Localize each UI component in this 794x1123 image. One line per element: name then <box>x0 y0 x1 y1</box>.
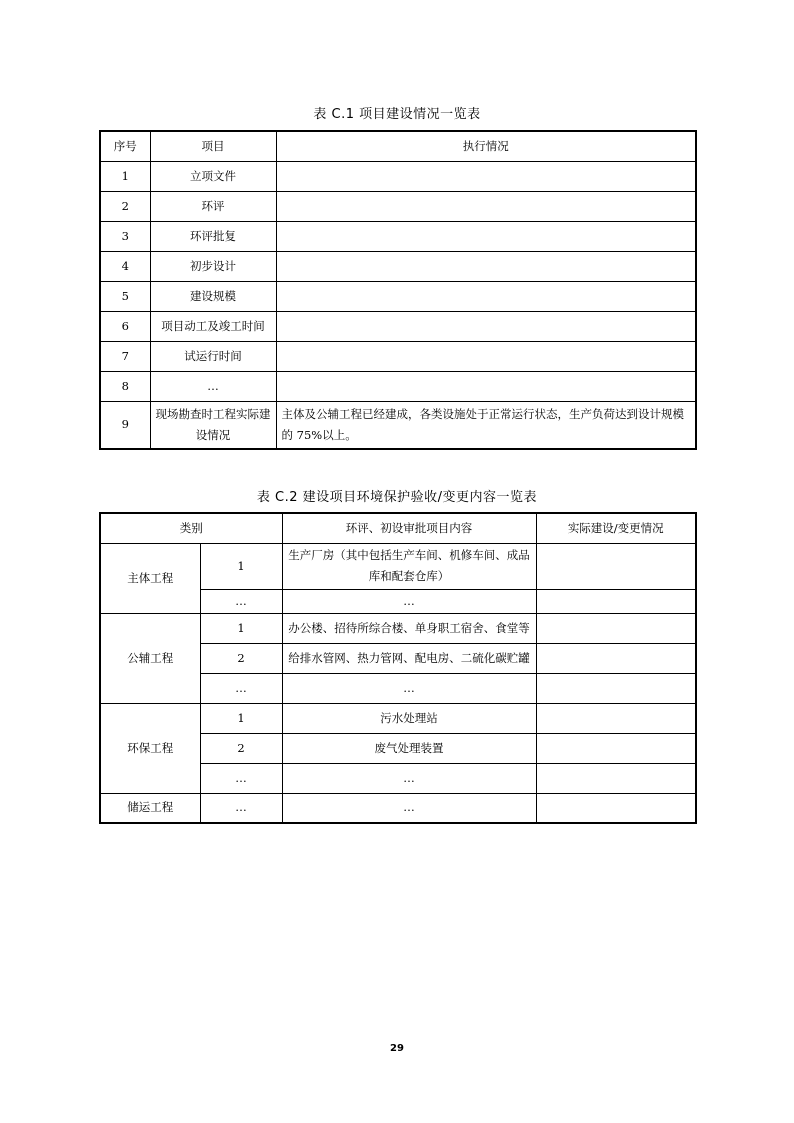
table-row <box>100 703 696 733</box>
row-status: 主体及公辅工程已经建成，各类设施处于正常运行状态，生产负荷达到设计规模的 75%以上。 <box>276 401 696 449</box>
row-actual <box>536 763 696 793</box>
row-no: 2 <box>200 733 282 763</box>
table-row <box>100 341 696 371</box>
header-actual-change: 实际建设/变更情况 <box>536 513 696 543</box>
row-item: 初步设计 <box>150 251 276 281</box>
row-no: 3 <box>100 221 150 251</box>
table-row <box>100 543 696 589</box>
table-header-row <box>100 513 696 543</box>
row-status <box>276 311 696 341</box>
row-item: … <box>150 371 276 401</box>
header-approved-content: 环评、初设审批项目内容 <box>282 513 536 543</box>
row-actual <box>536 703 696 733</box>
row-status <box>276 341 696 371</box>
row-content: 办公楼、招待所综合楼、单身职工宿舍、食堂等 <box>282 613 536 643</box>
row-no: 8 <box>100 371 150 401</box>
page-number: 29 <box>390 1043 404 1054</box>
row-no: 9 <box>100 401 150 449</box>
row-status <box>276 221 696 251</box>
row-actual <box>536 613 696 643</box>
header-no: 序号 <box>100 131 150 161</box>
row-status <box>276 251 696 281</box>
row-item: 现场勘查时工程实际建设情况 <box>150 401 276 449</box>
table-row <box>100 371 696 401</box>
row-actual <box>536 793 696 823</box>
project-construction-table <box>99 130 697 450</box>
row-status <box>276 161 696 191</box>
header-item: 项目 <box>150 131 276 161</box>
row-content: … <box>282 589 536 613</box>
table-header-row <box>100 131 696 161</box>
row-no: 2 <box>100 191 150 221</box>
group-label-main: 主体工程 <box>100 543 200 613</box>
table-row <box>100 251 696 281</box>
header-category: 类别 <box>100 513 282 543</box>
row-content: 污水处理站 <box>282 703 536 733</box>
row-no: 1 <box>200 613 282 643</box>
row-no: 5 <box>100 281 150 311</box>
row-no: … <box>200 673 282 703</box>
row-no: … <box>200 763 282 793</box>
row-no: 1 <box>100 161 150 191</box>
row-status <box>276 281 696 311</box>
row-actual <box>536 673 696 703</box>
row-status <box>276 191 696 221</box>
row-item: 试运行时间 <box>150 341 276 371</box>
table-row <box>100 613 696 643</box>
row-content: 给排水管网、热力管网、配电房、二硫化碳贮罐 <box>282 643 536 673</box>
table-row <box>100 161 696 191</box>
row-no: 6 <box>100 311 150 341</box>
table1-caption: 表 C.1 项目建设情况一览表 <box>313 107 481 122</box>
row-item: 环评 <box>150 191 276 221</box>
row-no: … <box>200 793 282 823</box>
table-row <box>100 281 696 311</box>
row-no: 4 <box>100 251 150 281</box>
row-content: … <box>282 673 536 703</box>
row-no: … <box>200 589 282 613</box>
row-no: 7 <box>100 341 150 371</box>
header-status: 执行情况 <box>276 131 696 161</box>
row-actual <box>536 733 696 763</box>
row-item: 环评批复 <box>150 221 276 251</box>
table-row <box>100 311 696 341</box>
row-no: 1 <box>200 543 282 589</box>
group-label-aux: 公辅工程 <box>100 613 200 703</box>
table-row <box>100 401 696 449</box>
group-label-env: 环保工程 <box>100 703 200 793</box>
env-acceptance-table <box>99 512 697 824</box>
row-content: 生产厂房（其中包括生产车间、机修车间、成品库和配套仓库） <box>282 543 536 589</box>
group-label-storage: 储运工程 <box>100 793 200 823</box>
row-item: 项目动工及竣工时间 <box>150 311 276 341</box>
row-item: 建设规模 <box>150 281 276 311</box>
row-content: … <box>282 763 536 793</box>
row-actual <box>536 643 696 673</box>
row-no: 1 <box>200 703 282 733</box>
table-row <box>100 793 696 823</box>
row-actual <box>536 589 696 613</box>
row-actual <box>536 543 696 589</box>
row-no: 2 <box>200 643 282 673</box>
row-item: 立项文件 <box>150 161 276 191</box>
row-status <box>276 371 696 401</box>
row-content: 废气处理装置 <box>282 733 536 763</box>
row-content: … <box>282 793 536 823</box>
table-row <box>100 191 696 221</box>
table-row <box>100 221 696 251</box>
table2-caption: 表 C.2 建设项目环境保护验收/变更内容一览表 <box>256 490 538 505</box>
